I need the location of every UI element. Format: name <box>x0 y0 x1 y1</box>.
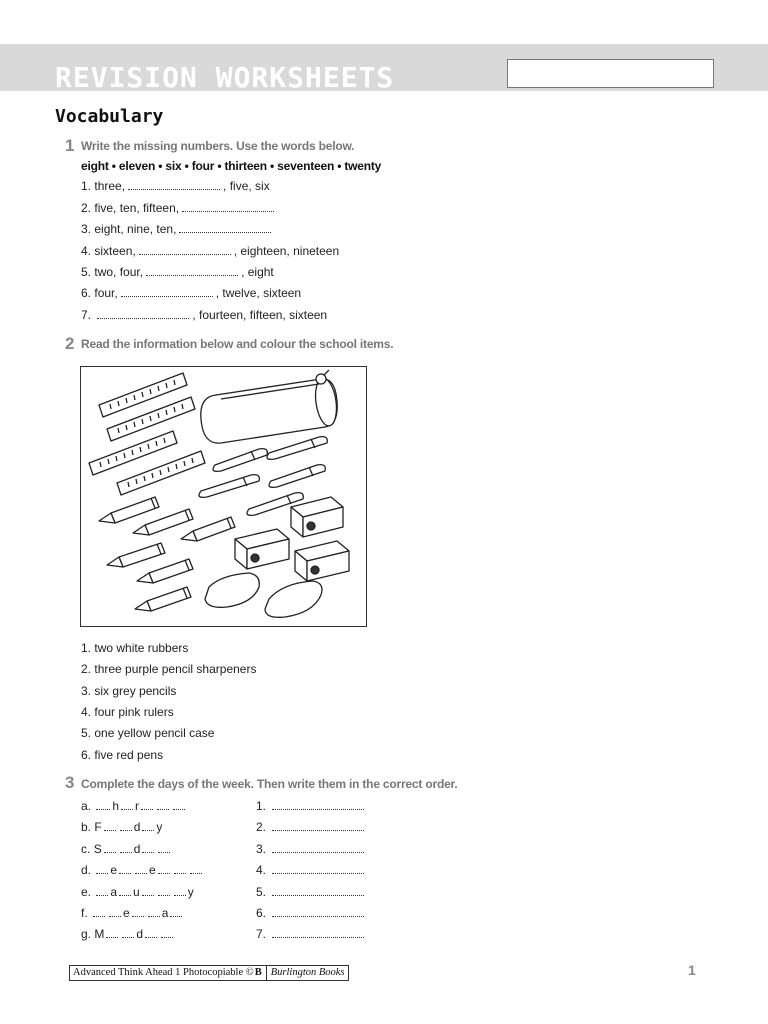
pencil-icon <box>135 587 191 611</box>
letter-blank[interactable] <box>190 862 202 874</box>
letter-blank[interactable] <box>148 905 160 917</box>
day-puzzle: b. F d y <box>81 820 163 834</box>
pencil-icon <box>99 497 159 523</box>
section-title: Vocabulary <box>55 106 164 127</box>
exercise-1-item: 6. four, , twelve, sixteen <box>81 286 302 300</box>
exercise-1-item: 4. sixteen, , eighteen, nineteen <box>81 244 340 258</box>
letter-blank[interactable] <box>120 841 132 853</box>
letter-blank[interactable] <box>142 819 154 831</box>
answer-blank[interactable] <box>179 221 271 233</box>
pen-icon <box>269 465 325 488</box>
answer-blank[interactable] <box>272 841 364 853</box>
answer-blank[interactable] <box>128 178 220 190</box>
letter-blank[interactable] <box>122 926 134 938</box>
publisher-logo: B <box>254 967 262 978</box>
order-answer: 2. <box>256 819 367 835</box>
letter-blank[interactable] <box>135 862 147 874</box>
pencil-sharpener-icon <box>235 529 289 569</box>
answer-blank[interactable] <box>272 884 364 896</box>
letter-blank[interactable] <box>161 926 173 938</box>
letter-blank[interactable] <box>158 841 170 853</box>
pen-icon <box>267 437 327 460</box>
pencil-icon <box>107 543 165 567</box>
exercise-1-item: 7. , fourteen, fifteen, sixteen <box>81 308 328 322</box>
pencil-sharpener-icon <box>291 497 343 537</box>
exercise-1-number: 1 <box>65 136 75 155</box>
order-answer: 3. <box>256 841 367 857</box>
pen-icon <box>199 475 259 498</box>
letter-blank[interactable] <box>145 926 157 938</box>
letter-blank[interactable] <box>142 841 154 853</box>
letter-blank[interactable] <box>104 841 116 853</box>
letter-blank[interactable] <box>109 905 121 917</box>
answer-blank[interactable] <box>272 819 364 831</box>
exercise-1-item: 2. five, ten, fifteen, <box>81 200 277 216</box>
answer-blank[interactable] <box>272 926 364 938</box>
exercise-2-instruction: Read the information below and colour the school items. <box>81 337 394 351</box>
exercise-2-item: 5. one yellow pencil case <box>81 726 215 740</box>
footer-credit: Advanced Think Ahead 1 Photocopiable © B Burlington Books <box>69 965 349 981</box>
rubber-icon <box>265 581 322 617</box>
page-number: 1 <box>688 962 696 978</box>
letter-blank[interactable] <box>173 798 185 810</box>
word-bank: eight • eleven • six • four • thirteen • seventeen • twenty <box>81 159 382 173</box>
letter-blank[interactable] <box>174 862 186 874</box>
order-answer: 1. <box>256 798 367 814</box>
letter-blank[interactable] <box>96 862 108 874</box>
day-puzzle: f. e a <box>81 905 184 921</box>
letter-blank[interactable] <box>120 819 132 831</box>
answer-blank[interactable] <box>272 798 364 810</box>
letter-blank[interactable] <box>106 926 118 938</box>
letter-blank[interactable] <box>157 798 169 810</box>
exercise-2-item: 6. five red pens <box>81 748 164 762</box>
order-answer: 7. <box>256 926 367 942</box>
pencil-case-icon <box>201 370 339 443</box>
exercise-3-instruction: Complete the days of the week. Then write them in the correct order. <box>81 777 458 791</box>
order-answer: 6. <box>256 905 367 921</box>
answer-blank[interactable] <box>182 200 274 212</box>
answer-blank[interactable] <box>139 243 231 255</box>
order-answer: 5. <box>256 884 367 900</box>
answer-blank[interactable] <box>97 307 189 319</box>
letter-blank[interactable] <box>170 905 182 917</box>
answer-blank[interactable] <box>146 264 238 276</box>
exercise-2-number: 2 <box>65 334 75 353</box>
letter-blank[interactable] <box>158 884 170 896</box>
letter-blank[interactable] <box>142 884 154 896</box>
letter-blank[interactable] <box>174 884 186 896</box>
exercise-1-instruction: Write the missing numbers. Use the words below. <box>81 139 355 153</box>
exercise-1-item: 3. eight, nine, ten, <box>81 221 274 237</box>
letter-blank[interactable] <box>119 862 131 874</box>
exercise-1-item: 5. two, four, , eight <box>81 265 274 279</box>
exercise-2-item: 4. four pink rulers <box>81 705 174 719</box>
publisher-name: Burlington Books <box>266 966 345 980</box>
answer-blank[interactable] <box>272 905 364 917</box>
pen-icon <box>213 449 267 472</box>
day-puzzle: a. h r <box>81 798 187 814</box>
answer-blank[interactable] <box>272 862 364 874</box>
name-box[interactable] <box>507 59 714 88</box>
page-title: REVISION WORKSHEETS <box>55 61 395 94</box>
exercise-2-item: 3. six grey pencils <box>81 684 177 698</box>
day-puzzle: c. S d <box>81 841 172 857</box>
exercise-2-item: 1. two white rubbers <box>81 641 189 655</box>
school-items-illustration[interactable] <box>80 366 367 627</box>
letter-blank[interactable] <box>141 798 153 810</box>
rubber-icon <box>205 573 259 607</box>
day-puzzle: e. a u y <box>81 885 194 899</box>
letter-blank[interactable] <box>158 862 170 874</box>
day-puzzle: d. e e <box>81 862 204 878</box>
exercise-3-number: 3 <box>65 773 75 792</box>
letter-blank[interactable] <box>132 905 144 917</box>
letter-blank[interactable] <box>104 819 116 831</box>
letter-blank[interactable] <box>93 905 105 917</box>
day-puzzle: g. M d <box>81 926 175 942</box>
pencil-icon <box>137 559 193 583</box>
exercise-2-item: 2. three purple pencil sharpeners <box>81 662 257 676</box>
exercise-1-item: 1. three, , five, six <box>81 179 270 193</box>
letter-blank[interactable] <box>96 798 110 810</box>
letter-blank[interactable] <box>121 798 133 810</box>
answer-blank[interactable] <box>121 285 213 297</box>
letter-blank[interactable] <box>119 884 131 896</box>
order-answer: 4. <box>256 862 367 878</box>
letter-blank[interactable] <box>96 884 108 896</box>
pencil-sharpener-icon <box>295 541 349 581</box>
